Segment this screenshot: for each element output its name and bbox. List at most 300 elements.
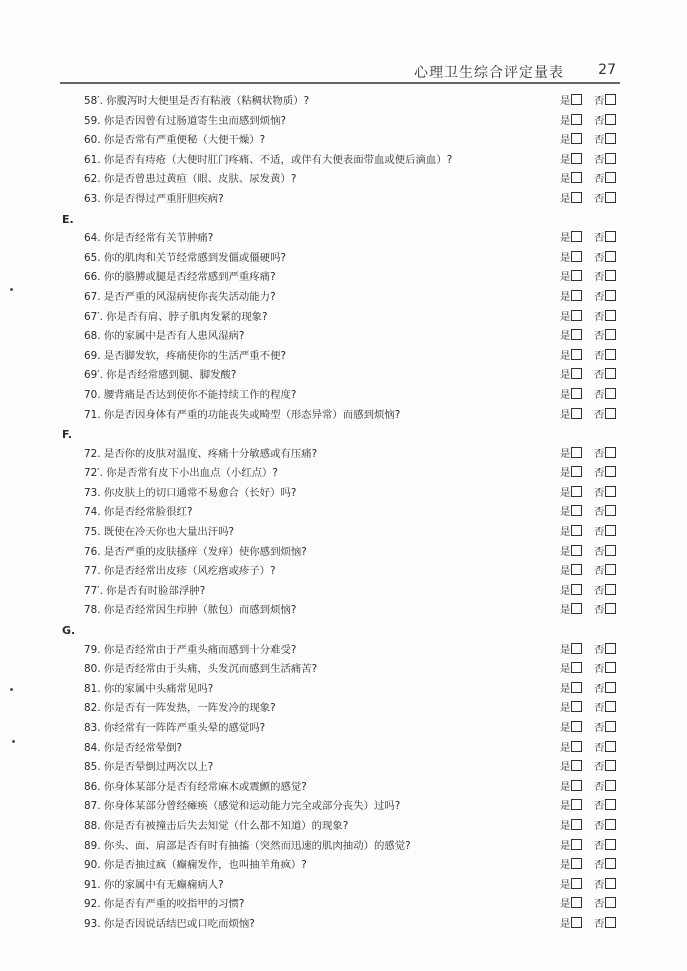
yes-option[interactable] xyxy=(560,151,582,171)
yes-option[interactable] xyxy=(560,837,582,857)
yes-checkbox[interactable] xyxy=(571,251,582,262)
no-checkbox[interactable] xyxy=(605,741,616,752)
no-option[interactable] xyxy=(594,660,616,680)
question-text: 81. 你的家属中头痛常见吗? xyxy=(84,682,214,695)
yes-option[interactable] xyxy=(560,229,582,249)
no-checkbox[interactable] xyxy=(605,839,616,850)
yes-option[interactable] xyxy=(560,641,582,661)
page-header xyxy=(60,60,620,80)
section-letter: G. xyxy=(62,624,76,638)
no-checkbox[interactable] xyxy=(605,349,616,360)
no-checkbox[interactable] xyxy=(605,897,616,908)
no-checkbox[interactable] xyxy=(605,525,616,536)
yes-checkbox[interactable] xyxy=(571,525,582,536)
no-option[interactable] xyxy=(594,229,616,249)
yes-checkbox[interactable] xyxy=(571,760,582,771)
yes-option[interactable] xyxy=(560,582,582,602)
no-checkbox[interactable] xyxy=(605,799,616,810)
no-checkbox[interactable] xyxy=(605,153,616,164)
question-text: 82. 你是否有一阵发热，一阵发冷的现象? xyxy=(84,702,276,715)
question-row xyxy=(62,112,622,132)
question-row xyxy=(62,680,622,700)
yes-label: 是 xyxy=(560,565,571,578)
no-option[interactable] xyxy=(594,170,616,190)
yes-option[interactable] xyxy=(560,464,582,484)
no-checkbox[interactable] xyxy=(605,917,616,928)
no-option[interactable] xyxy=(594,151,616,171)
yes-option[interactable] xyxy=(560,92,582,112)
question-text: 78. 你是否经常因生疖肿（脓包）而感到烦恼? xyxy=(84,604,297,617)
question-row xyxy=(62,758,622,778)
no-option[interactable] xyxy=(594,856,616,876)
header-title: 心理卫生综合评定量表 xyxy=(414,65,564,81)
yes-label: 是 xyxy=(560,682,571,695)
no-checkbox[interactable] xyxy=(605,643,616,654)
yes-option[interactable] xyxy=(560,406,582,426)
no-label: 否 xyxy=(594,310,605,323)
yes-checkbox[interactable] xyxy=(571,780,582,791)
question-row xyxy=(62,797,622,817)
question-text: 93. 你是否因说话结巴或口吃而烦恼? xyxy=(84,917,255,930)
no-label: 否 xyxy=(594,917,605,930)
yes-label: 是 xyxy=(560,290,571,303)
no-option[interactable] xyxy=(594,876,616,896)
yes-label: 是 xyxy=(560,467,571,480)
question-row xyxy=(62,249,622,269)
yes-checkbox[interactable] xyxy=(571,466,582,477)
no-checkbox[interactable] xyxy=(605,310,616,321)
question-row xyxy=(62,582,622,602)
question-text: 64. 你是否经常有关节肿痛? xyxy=(84,232,214,245)
no-label: 否 xyxy=(594,839,605,852)
yes-label: 是 xyxy=(560,388,571,401)
no-checkbox[interactable] xyxy=(605,584,616,595)
yes-label: 是 xyxy=(560,349,571,362)
yes-option[interactable] xyxy=(560,817,582,837)
yes-label: 是 xyxy=(560,839,571,852)
no-option[interactable] xyxy=(594,131,616,151)
no-label: 否 xyxy=(594,584,605,597)
yes-label: 是 xyxy=(560,702,571,715)
yes-checkbox[interactable] xyxy=(571,603,582,614)
yes-label: 是 xyxy=(560,545,571,558)
question-row xyxy=(62,347,622,367)
no-option[interactable] xyxy=(594,837,616,857)
no-checkbox[interactable] xyxy=(605,133,616,144)
yes-label: 是 xyxy=(560,271,571,284)
no-option[interactable] xyxy=(594,915,616,935)
no-checkbox[interactable] xyxy=(605,721,616,732)
question-text: 68. 你的家属中是否有人患风湿病? xyxy=(84,330,245,343)
question-row xyxy=(62,837,622,857)
no-option[interactable] xyxy=(594,758,616,778)
yes-option[interactable] xyxy=(560,327,582,347)
yes-option[interactable] xyxy=(560,680,582,700)
yes-checkbox[interactable] xyxy=(571,682,582,693)
questionnaire-list xyxy=(62,92,622,935)
yes-label: 是 xyxy=(560,761,571,774)
yes-checkbox[interactable] xyxy=(571,662,582,673)
yes-label: 是 xyxy=(560,604,571,617)
yes-checkbox[interactable] xyxy=(571,133,582,144)
question-row xyxy=(62,327,622,347)
yes-option[interactable] xyxy=(560,288,582,308)
yes-option[interactable] xyxy=(560,386,582,406)
yes-checkbox[interactable] xyxy=(571,917,582,928)
no-option[interactable] xyxy=(594,366,616,386)
question-text: 76. 是否严重的皮肤搔痒（发痒）使你感到烦恼? xyxy=(84,545,307,558)
question-row xyxy=(62,484,622,504)
no-option[interactable] xyxy=(594,112,616,132)
no-checkbox[interactable] xyxy=(605,682,616,693)
yes-label: 是 xyxy=(560,192,571,205)
no-checkbox[interactable] xyxy=(605,172,616,183)
no-option[interactable] xyxy=(594,308,616,328)
yes-option[interactable] xyxy=(560,268,582,288)
question-row xyxy=(62,503,622,523)
no-checkbox[interactable] xyxy=(605,94,616,105)
yes-option[interactable] xyxy=(560,366,582,386)
yes-checkbox[interactable] xyxy=(571,310,582,321)
no-label: 否 xyxy=(594,290,605,303)
no-label: 否 xyxy=(594,506,605,519)
question-text: 85. 你是否晕倒过两次以上? xyxy=(84,761,214,774)
no-checkbox[interactable] xyxy=(605,466,616,477)
no-checkbox[interactable] xyxy=(605,858,616,869)
yes-checkbox[interactable] xyxy=(571,505,582,516)
yes-checkbox[interactable] xyxy=(571,584,582,595)
no-label: 否 xyxy=(594,192,605,205)
question-text: 65. 你的肌肉和关节经常感到发僵或僵硬吗? xyxy=(84,251,286,264)
yes-label: 是 xyxy=(560,95,571,107)
yes-option[interactable] xyxy=(560,856,582,876)
question-text: 60. 你是否常有严重便秘（大便干燥）? xyxy=(84,134,266,147)
yes-option[interactable] xyxy=(560,915,582,935)
yes-label: 是 xyxy=(560,486,571,499)
yes-checkbox[interactable] xyxy=(571,192,582,203)
question-text: 67. 是否严重的风湿病使你丧失活动能力? xyxy=(84,290,276,303)
question-text: 84. 你是否经常晕倒? xyxy=(84,741,183,754)
question-row xyxy=(62,856,622,876)
no-label: 否 xyxy=(594,878,605,891)
yes-checkbox[interactable] xyxy=(571,172,582,183)
no-checkbox[interactable] xyxy=(605,368,616,379)
no-checkbox[interactable] xyxy=(605,270,616,281)
yes-option[interactable] xyxy=(560,484,582,504)
question-text: 91. 你的家属中有无癫痫病人? xyxy=(84,878,224,891)
no-option[interactable] xyxy=(594,523,616,543)
yes-label: 是 xyxy=(560,917,571,930)
question-row xyxy=(62,190,622,210)
no-option[interactable] xyxy=(594,817,616,837)
section-label xyxy=(62,621,622,641)
no-label: 否 xyxy=(594,447,605,460)
no-checkbox[interactable] xyxy=(605,114,616,125)
yes-label: 是 xyxy=(560,330,571,343)
no-checkbox[interactable] xyxy=(605,251,616,262)
no-option[interactable] xyxy=(594,503,616,523)
yes-checkbox[interactable] xyxy=(571,329,582,340)
no-label: 否 xyxy=(594,663,605,676)
question-text: 58′. 你腹泻时大便里是否有粘液（粘稠状物质）? xyxy=(84,95,310,107)
no-checkbox[interactable] xyxy=(605,290,616,301)
question-text: 77′. 你是否有时脸部浮肿? xyxy=(84,584,206,597)
yes-checkbox[interactable] xyxy=(571,349,582,360)
no-label: 否 xyxy=(594,800,605,813)
no-label: 否 xyxy=(594,722,605,734)
no-checkbox[interactable] xyxy=(605,603,616,614)
no-option[interactable] xyxy=(594,601,616,621)
no-checkbox[interactable] xyxy=(605,878,616,889)
yes-label: 是 xyxy=(560,369,571,382)
yes-label: 是 xyxy=(560,232,571,245)
no-label: 否 xyxy=(594,271,605,284)
question-text: 63. 你是否得过严重肝胆疾病? xyxy=(84,192,224,205)
no-option[interactable] xyxy=(594,445,616,465)
question-text: 71. 你是否因身体有严重的功能丧失或畸型（形态异常）而感到烦恼? xyxy=(84,408,401,421)
question-row xyxy=(62,817,622,837)
yes-checkbox[interactable] xyxy=(571,388,582,399)
yes-checkbox[interactable] xyxy=(571,545,582,556)
no-option[interactable] xyxy=(594,719,616,739)
yes-option[interactable] xyxy=(560,190,582,210)
question-text: 73. 你皮肤上的切口通常不易愈合（长好）吗? xyxy=(84,486,297,499)
question-row xyxy=(62,915,622,935)
yes-label: 是 xyxy=(560,780,571,793)
no-label: 否 xyxy=(594,467,605,480)
yes-label: 是 xyxy=(560,134,571,147)
question-row xyxy=(62,601,622,621)
scan-speck xyxy=(10,288,13,291)
no-label: 否 xyxy=(594,173,605,186)
yes-checkbox[interactable] xyxy=(571,231,582,242)
question-text: 70. 腰背痛是否达到使你不能持续工作的程度? xyxy=(84,388,297,401)
scan-speck xyxy=(12,740,15,743)
no-option[interactable] xyxy=(594,641,616,661)
yes-checkbox[interactable] xyxy=(571,447,582,458)
yes-checkbox[interactable] xyxy=(571,408,582,419)
question-row xyxy=(62,641,622,661)
no-label: 否 xyxy=(594,526,605,539)
yes-label: 是 xyxy=(560,310,571,323)
question-row xyxy=(62,876,622,896)
question-text: 59. 你是否因曾有过肠道寄生虫而感到烦恼? xyxy=(84,114,286,127)
question-row xyxy=(62,229,622,249)
no-option[interactable] xyxy=(594,699,616,719)
question-row xyxy=(62,406,622,426)
scan-speck xyxy=(10,688,13,691)
no-option[interactable] xyxy=(594,582,616,602)
no-checkbox[interactable] xyxy=(605,486,616,497)
question-text: 61. 你是否有痔疮（大便时肛门疼痛、不适，或伴有大便表面带血或便后滴血）? xyxy=(84,153,453,166)
yes-label: 是 xyxy=(560,898,571,911)
question-row xyxy=(62,562,622,582)
no-label: 否 xyxy=(594,486,605,499)
yes-checkbox[interactable] xyxy=(571,721,582,732)
yes-checkbox[interactable] xyxy=(571,94,582,105)
yes-label: 是 xyxy=(560,878,571,891)
yes-checkbox[interactable] xyxy=(571,897,582,908)
yes-option[interactable] xyxy=(560,308,582,328)
yes-checkbox[interactable] xyxy=(571,819,582,830)
no-label: 否 xyxy=(594,702,605,715)
yes-option[interactable] xyxy=(560,699,582,719)
no-checkbox[interactable] xyxy=(605,447,616,458)
yes-label: 是 xyxy=(560,506,571,519)
no-label: 否 xyxy=(594,408,605,421)
question-text: 90. 你是否抽过疯（癫痫发作，也叫抽羊角疯）? xyxy=(84,859,307,872)
no-checkbox[interactable] xyxy=(605,192,616,203)
yes-label: 是 xyxy=(560,859,571,872)
question-text: 88. 你是否有被撞击后失去知觉（什么都不知道）的现象? xyxy=(84,819,349,832)
question-text: 80. 你是否经常由于头痛，头发沉而感到生活痛苦? xyxy=(84,663,318,676)
yes-label: 是 xyxy=(560,584,571,597)
no-option[interactable] xyxy=(594,895,616,915)
yes-checkbox[interactable] xyxy=(571,114,582,125)
yes-label: 是 xyxy=(560,173,571,186)
no-checkbox[interactable] xyxy=(605,329,616,340)
yes-option[interactable] xyxy=(560,876,582,896)
yes-option[interactable] xyxy=(560,131,582,151)
yes-checkbox[interactable] xyxy=(571,290,582,301)
no-label: 否 xyxy=(594,251,605,264)
no-label: 否 xyxy=(594,349,605,362)
yes-option[interactable] xyxy=(560,660,582,680)
yes-checkbox[interactable] xyxy=(571,839,582,850)
yes-label: 是 xyxy=(560,114,571,127)
no-option[interactable] xyxy=(594,249,616,269)
yes-option[interactable] xyxy=(560,249,582,269)
no-option[interactable] xyxy=(594,190,616,210)
question-text: 86. 你身体某部分是否有经常麻木或震颤的感觉? xyxy=(84,780,307,793)
question-text: 69. 是否脚发软，疼痛使你的生活严重不便? xyxy=(84,349,286,362)
no-checkbox[interactable] xyxy=(605,780,616,791)
question-text: 77. 你是否经常出皮疹（风疙瘩或疹子）? xyxy=(84,565,276,578)
section-letter: E. xyxy=(62,212,74,226)
no-option[interactable] xyxy=(594,386,616,406)
yes-checkbox[interactable] xyxy=(571,741,582,752)
no-option[interactable] xyxy=(594,92,616,112)
yes-option[interactable] xyxy=(560,445,582,465)
question-row xyxy=(62,92,622,112)
section-label xyxy=(62,210,622,230)
no-label: 否 xyxy=(594,780,605,793)
no-option[interactable] xyxy=(594,464,616,484)
no-label: 否 xyxy=(594,545,605,558)
yes-checkbox[interactable] xyxy=(571,486,582,497)
question-row xyxy=(62,445,622,465)
no-label: 否 xyxy=(594,643,605,656)
no-label: 否 xyxy=(594,859,605,872)
yes-option[interactable] xyxy=(560,758,582,778)
no-checkbox[interactable] xyxy=(605,505,616,516)
yes-checkbox[interactable] xyxy=(571,270,582,281)
question-text: 87. 你身体某部分曾经瘫痪（感觉和运动能力完全或部分丧失）过吗? xyxy=(84,800,401,813)
question-row xyxy=(62,699,622,719)
question-text: 66. 你的胳膊或腿是否经常感到严重疼痛? xyxy=(84,271,276,284)
no-checkbox[interactable] xyxy=(605,760,616,771)
yes-checkbox[interactable] xyxy=(571,564,582,575)
yes-checkbox[interactable] xyxy=(571,153,582,164)
yes-option[interactable] xyxy=(560,503,582,523)
yes-option[interactable] xyxy=(560,719,582,739)
yes-checkbox[interactable] xyxy=(571,701,582,712)
question-row xyxy=(62,739,622,759)
no-option[interactable] xyxy=(594,778,616,798)
yes-option[interactable] xyxy=(560,170,582,190)
no-option[interactable] xyxy=(594,562,616,582)
no-label: 否 xyxy=(594,819,605,832)
question-text: 62. 你是否曾患过黄疸（眼、皮肤、尿发黄）? xyxy=(84,173,297,186)
question-row xyxy=(62,543,622,563)
no-label: 否 xyxy=(594,232,605,245)
yes-option[interactable] xyxy=(560,739,582,759)
no-option[interactable] xyxy=(594,739,616,759)
question-row xyxy=(62,778,622,798)
yes-option[interactable] xyxy=(560,112,582,132)
section-label xyxy=(62,425,622,445)
question-row xyxy=(62,131,622,151)
no-label: 否 xyxy=(594,330,605,343)
yes-checkbox[interactable] xyxy=(571,878,582,889)
yes-label: 是 xyxy=(560,251,571,264)
no-option[interactable] xyxy=(594,680,616,700)
no-checkbox[interactable] xyxy=(605,408,616,419)
yes-label: 是 xyxy=(560,408,571,421)
question-text: 89. 你头、面、肩部是否有时有抽搐（突然而迅速的肌肉抽动）的感觉? xyxy=(84,839,411,852)
no-option[interactable] xyxy=(594,484,616,504)
yes-option[interactable] xyxy=(560,347,582,367)
question-text: 74. 你是否经常脸很红? xyxy=(84,506,193,519)
question-text: 92. 你是否有严重的咬指甲的习惯? xyxy=(84,898,245,911)
no-checkbox[interactable] xyxy=(605,388,616,399)
no-checkbox[interactable] xyxy=(605,662,616,673)
yes-option[interactable] xyxy=(560,601,582,621)
yes-checkbox[interactable] xyxy=(571,368,582,379)
question-row xyxy=(62,151,622,171)
yes-option[interactable] xyxy=(560,562,582,582)
yes-label: 是 xyxy=(560,722,571,734)
no-checkbox[interactable] xyxy=(605,564,616,575)
no-label: 否 xyxy=(594,741,605,754)
yes-option[interactable] xyxy=(560,797,582,817)
no-option[interactable] xyxy=(594,797,616,817)
question-row xyxy=(62,464,622,484)
no-checkbox[interactable] xyxy=(605,701,616,712)
no-checkbox[interactable] xyxy=(605,819,616,830)
no-option[interactable] xyxy=(594,327,616,347)
question-row xyxy=(62,308,622,328)
no-option[interactable] xyxy=(594,543,616,563)
no-option[interactable] xyxy=(594,268,616,288)
yes-checkbox[interactable] xyxy=(571,858,582,869)
no-checkbox[interactable] xyxy=(605,545,616,556)
question-row xyxy=(62,386,622,406)
yes-option[interactable] xyxy=(560,895,582,915)
yes-option[interactable] xyxy=(560,543,582,563)
yes-checkbox[interactable] xyxy=(571,799,582,810)
no-label: 否 xyxy=(594,134,605,147)
yes-option[interactable] xyxy=(560,523,582,543)
yes-option[interactable] xyxy=(560,778,582,798)
no-option[interactable] xyxy=(594,347,616,367)
no-checkbox[interactable] xyxy=(605,231,616,242)
yes-checkbox[interactable] xyxy=(571,643,582,654)
page-number: 27 xyxy=(598,62,616,78)
no-option[interactable] xyxy=(594,406,616,426)
yes-label: 是 xyxy=(560,447,571,460)
no-option[interactable] xyxy=(594,288,616,308)
